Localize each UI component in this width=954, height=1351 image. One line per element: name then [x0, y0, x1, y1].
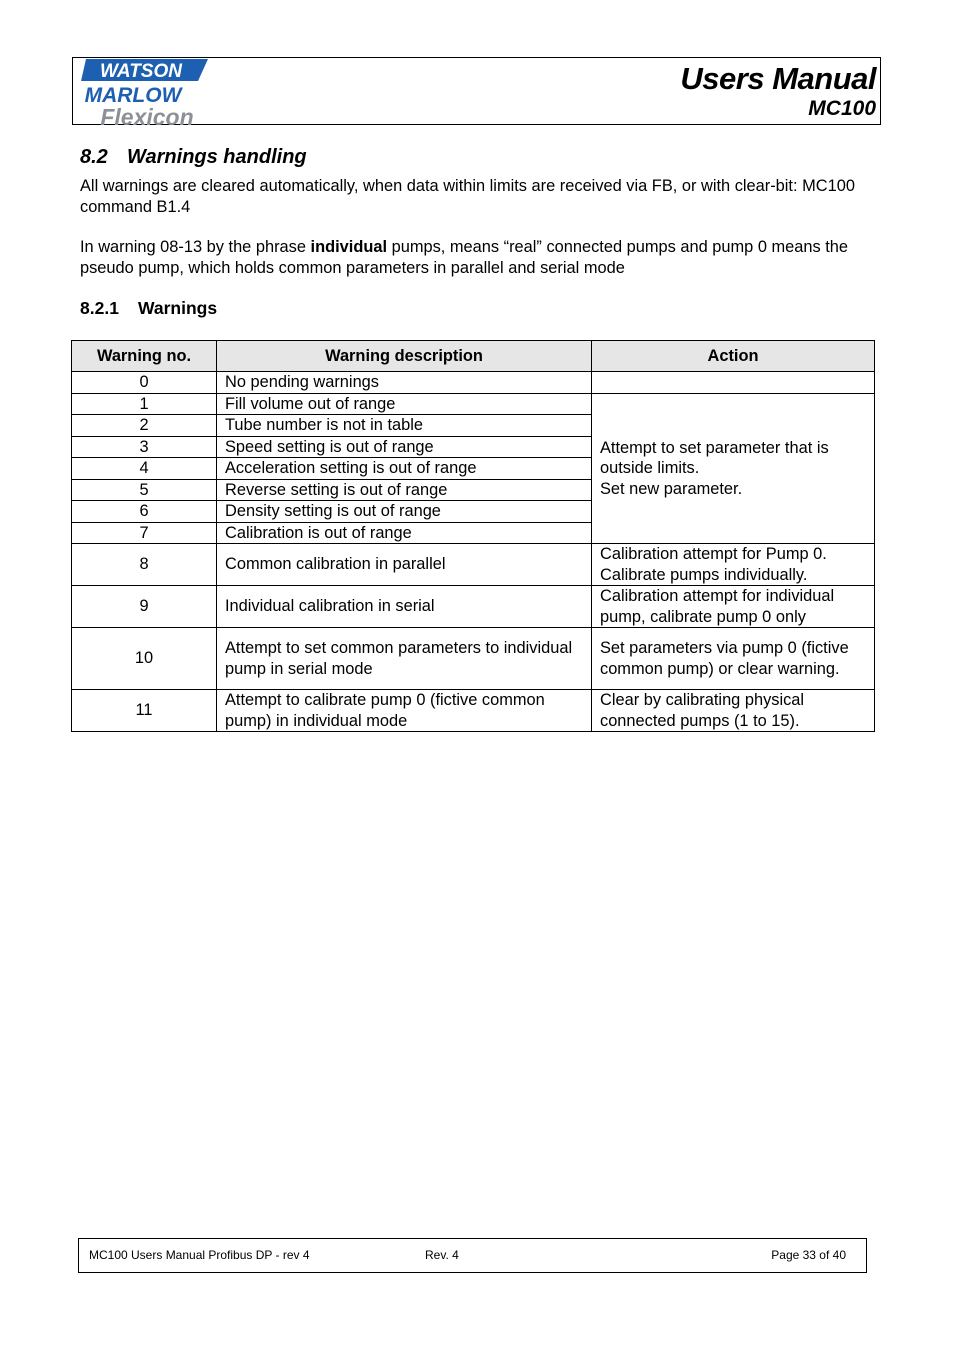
warning-number: 7 [72, 522, 217, 544]
warnings-table [71, 340, 875, 732]
warning-number: 5 [72, 479, 217, 501]
section-number: 8.2 [80, 146, 108, 168]
section-title: Warnings handling [127, 146, 307, 168]
product-model: MC100 [808, 97, 876, 120]
column-header: Warning description [217, 341, 592, 372]
warning-description: Density setting is out of range [217, 501, 592, 523]
warning-action [592, 372, 875, 394]
subsection-number: 8.2.1 [80, 298, 119, 318]
table-row [72, 372, 875, 394]
warning-description: Calibration is out of range [217, 522, 592, 544]
warning-action: Calibration attempt for individual pump, calibrate pump 0 only [592, 586, 875, 628]
paragraph-text: pumps, means “real” connected pumps and pump 0 means the pseudo pump, which holds common parameters in parallel and serial mode [80, 238, 849, 277]
page-header [72, 57, 881, 125]
warning-number: 2 [72, 415, 217, 437]
warning-description: Fill volume out of range [217, 393, 592, 415]
table-row [72, 628, 875, 690]
warning-number: 1 [72, 393, 217, 415]
warning-description: Tube number is not in table [217, 415, 592, 437]
warning-number: 0 [72, 372, 217, 394]
svg-text:WATSON: WATSON [100, 61, 182, 82]
warning-number: 9 [72, 586, 217, 628]
page-footer [78, 1238, 867, 1273]
warning-number: 10 [72, 628, 217, 690]
table-row [72, 586, 875, 628]
warning-action: Attempt to set parameter that is outside limits. Set new parameter. [592, 393, 875, 544]
table-row [72, 544, 875, 586]
footer-document: MC100 Users Manual Profibus DP - rev 4 [89, 1248, 310, 1262]
paragraph-clearing: All warnings are cleared automatically, when data within limits are received via FB, or with clear-bit: MC100 command B1.4 [80, 177, 855, 216]
warning-description: Attempt to calibrate pump 0 (fictive common pump) in individual mode [217, 690, 592, 732]
warning-action: Calibration attempt for Pump 0. Calibrate pumps individually. [592, 544, 875, 586]
column-header: Warning no. [72, 341, 217, 372]
company-logo [79, 58, 209, 126]
warning-description: Common calibration in parallel [217, 544, 592, 586]
footer-revision: Rev. 4 [425, 1248, 459, 1262]
emphasis-individual: individual [310, 238, 388, 256]
table-row [72, 393, 875, 415]
warning-action: Set parameters via pump 0 (fictive common pump) or clear warning. [592, 628, 875, 690]
table-header-row [72, 341, 875, 372]
warning-number: 4 [72, 458, 217, 480]
warning-number: 6 [72, 501, 217, 523]
svg-text:MARLOW: MARLOW [84, 84, 182, 107]
svg-text:Flexicon: Flexicon [100, 104, 194, 126]
column-header: Action [592, 341, 875, 372]
warning-description: Attempt to set common parameters to individual pump in serial mode [217, 628, 592, 690]
paragraph-individual [80, 237, 880, 278]
section-heading [80, 146, 307, 169]
warning-description: Acceleration setting is out of range [217, 458, 592, 480]
warning-action: Clear by calibrating physical connected pumps (1 to 15). [592, 690, 875, 732]
warning-number: 8 [72, 544, 217, 586]
warning-number: 3 [72, 436, 217, 458]
subsection-heading [80, 298, 217, 319]
manual-title: Users Manual [680, 61, 876, 96]
warning-description: Reverse setting is out of range [217, 479, 592, 501]
subsection-title: Warnings [138, 298, 218, 318]
footer-page-number: Page 33 of 40 [771, 1248, 846, 1262]
warning-description: Individual calibration in serial [217, 586, 592, 628]
warning-description: Speed setting is out of range [217, 436, 592, 458]
paragraph-text: In warning 08-13 by the phrase [80, 238, 311, 256]
warning-description: No pending warnings [217, 372, 592, 394]
table-row [72, 690, 875, 732]
warning-number: 11 [72, 690, 217, 732]
